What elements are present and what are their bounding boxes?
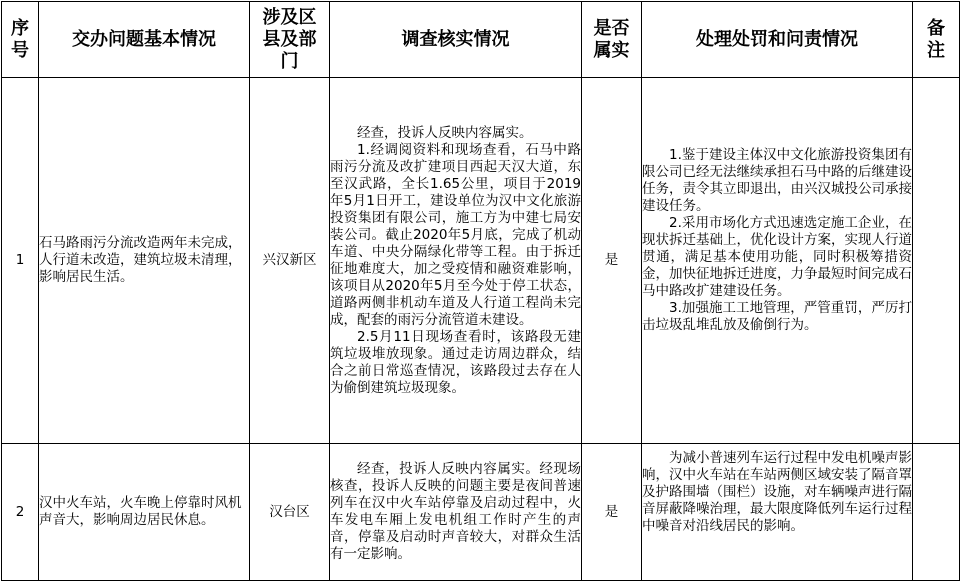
header-issue: 交办问题基本情况: [39, 2, 250, 78]
investigation-paragraph: 1.经调阅资料和现场查看，石马中路雨污分流及改扩建项目西起天汉大道，东至汉武路，全长1.65公里，项目于2019年5月1日开工，建设单位为汉中文化旅游投资集团有限公司，施工方为中建七局安装公司。截止2020年5月底，完成了机动车道、中央分隔绿化带等工程。由于拆迁征地难度大，加之受疫情和融资难影响，该项目从2020年5月至今处于停工状态，道路两侧非机动车道及人行道工程尚未完成，配套的雨污分流管道未建设。: [330, 141, 581, 328]
handling-paragraph: 3.加强施工工地管理，严管重罚，严厉打击垃圾乱堆乱放及偷倒行为。: [642, 300, 912, 333]
row-investigation: [330, 444, 582, 581]
row-serial-no: 1: [2, 78, 39, 444]
header-handling: 处理处罚和问责情况: [642, 2, 913, 78]
row-is-true: 是: [582, 78, 642, 444]
table-row: [2, 78, 960, 444]
header-row: [2, 2, 960, 78]
handling-paragraph: 2.采用市场化方式迅速选定施工企业，在现状拆迁基础上，优化设计方案，实现人行道贯通，满足基本使用功能，同时积极筹措资金，加快征地拆迁进度，力争最短时间完成石马中路改扩建建设任务。: [642, 215, 912, 299]
header-district: 涉及区县及部门: [250, 2, 330, 78]
handling-paragraph: 1.鉴于建设主体汉中文化旅游投资集团有限公司已经无法继续承担石马中路的后继建设任务，责令其立即退出，由兴汉城投公司承接建设任务。: [642, 147, 912, 214]
investigation-paragraph: 2.5月11日现场查看时，该路段无建筑垃圾堆放现象。通过走访周边群众，结合之前日常巡查情况，该路段过去存在人为偷倒建筑垃圾现象。: [330, 328, 581, 396]
investigation-paragraph: 经查，投诉人反映内容属实。经现场核查，投诉人反映的问题主要是夜间普速列车在汉中火车站停靠及启动过程中，火车发电车厢上发电机组工作时产生的声音，停靠及启动时声音较大，对群众生活有一定影响。: [330, 461, 581, 562]
row-handling: [642, 444, 913, 581]
row-handling: [642, 78, 913, 444]
header-investigation: 调查核实情况: [330, 2, 582, 78]
row-remark: [913, 444, 960, 581]
row-serial-no: 2: [2, 444, 39, 581]
row-remark: [913, 78, 960, 444]
row-issue: 石马路雨污分流改造两年未完成，人行道未改造，建筑垃圾未清理，影响居民生活。: [39, 78, 250, 444]
row-investigation: [330, 78, 582, 444]
row-district: 兴汉新区: [250, 78, 330, 444]
row-district: 汉台区: [250, 444, 330, 581]
row-issue: 汉中火车站，火车晚上停靠时风机声音大，影响周边居民休息。: [39, 444, 250, 581]
header-serial-no: 序号: [2, 2, 39, 78]
investigation-paragraph: 经查，投诉人反映内容属实。: [357, 124, 533, 141]
header-is-true: 是否属实: [582, 2, 642, 78]
handling-paragraph: 为减小普速列车运行过程中发电机噪声影响，汉中火车站在车站两侧区域安装了隔音罩及护路围墙（围栏）设施，对车辆噪声进行隔音屏蔽降噪治理，最大限度降低列车运行过程中噪音对沿线居民的影响。: [642, 450, 912, 534]
complaint-table: [1, 1, 960, 581]
row-is-true: 是: [582, 444, 642, 581]
header-remark: 备注: [913, 2, 960, 78]
table-row: [2, 444, 960, 581]
